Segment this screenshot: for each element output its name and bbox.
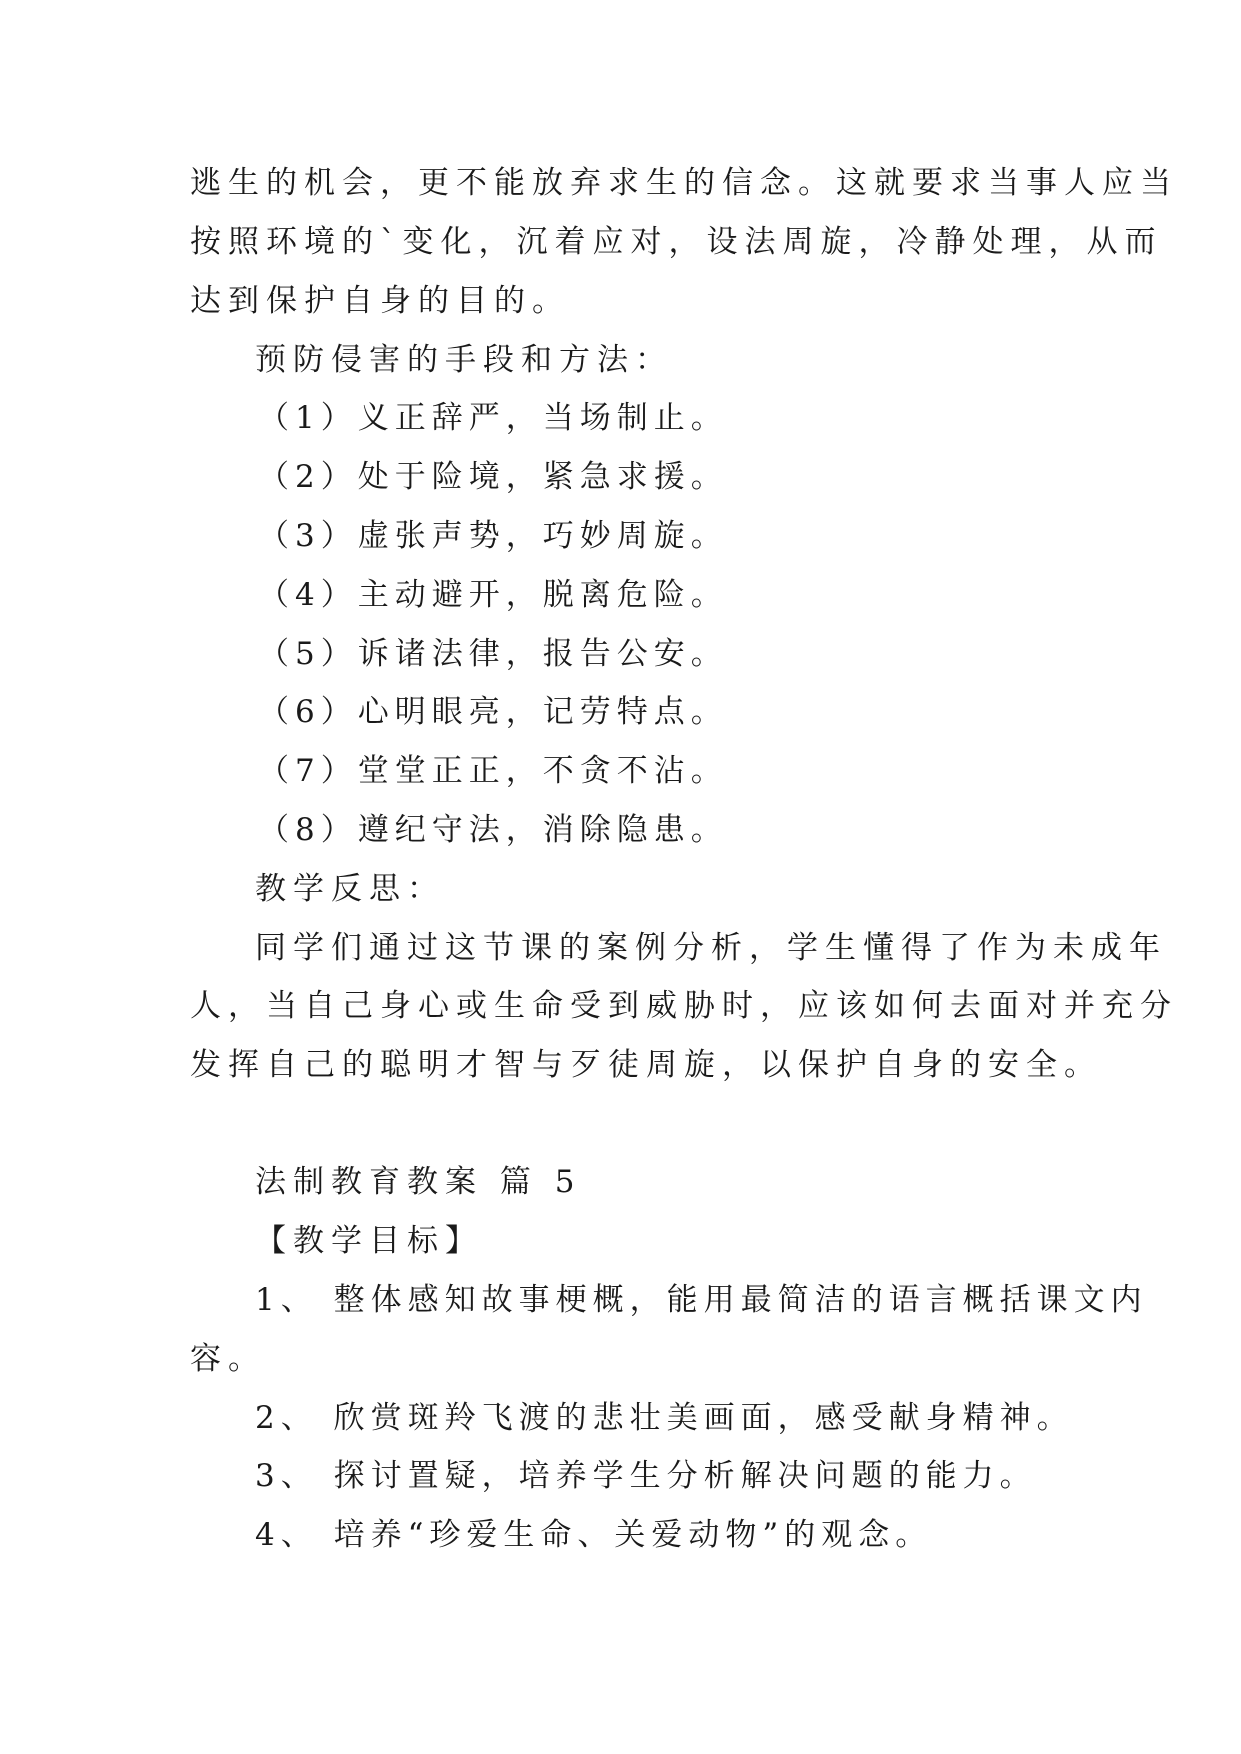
prevention-heading: 预防侵害的手段和方法：	[255, 342, 673, 378]
objective-item: 1、 整体感知故事梗概，能用最简洁的语言概括课文内	[255, 1282, 1148, 1318]
prevention-item: （5）诉诸法律，报告公安。	[258, 636, 728, 672]
reflection-heading: 教学反思：	[255, 871, 445, 907]
objective-item: 4、 培养“珍爱生命、关爱动物”的观念。	[255, 1517, 933, 1553]
objective-item: 3、 探讨置疑，培养学生分析解决问题的能力。	[255, 1458, 1037, 1494]
prevention-item: （8）遵纪守法，消除隐患。	[258, 812, 728, 848]
objective-item-continued: 容。	[190, 1341, 266, 1377]
prevention-item: （1）义正辞严，当场制止。	[258, 400, 728, 436]
reflection-line: 发挥自己的聪明才智与歹徒周旋，以保护自身的安全。	[190, 1047, 1102, 1083]
prevention-item: （4）主动避开，脱离危险。	[258, 577, 728, 613]
reflection-line: 同学们通过这节课的案例分析，学生懂得了作为未成年	[255, 930, 1167, 966]
section-title: 法制教育教案 篇 5	[255, 1164, 582, 1200]
paragraph-line: 按照环境的`变化，沉着应对，设法周旋，冷静处理，从而	[190, 224, 1163, 260]
prevention-item: （3）虚张声势，巧妙周旋。	[258, 518, 728, 554]
objectives-heading: 【教学目标】	[255, 1223, 483, 1259]
reflection-line: 人，当自己身心或生命受到威胁时，应该如何去面对并充分	[190, 988, 1178, 1024]
paragraph-line: 达到保护自身的目的。	[190, 283, 570, 319]
objective-item: 2、 欣赏斑羚飞渡的悲壮美画面，感受献身精神。	[255, 1400, 1074, 1436]
paragraph-line: 逃生的机会，更不能放弃求生的信念。这就要求当事人应当	[190, 165, 1178, 201]
prevention-item: （2）处于险境，紧急求援。	[258, 459, 728, 495]
prevention-item: （7）堂堂正正，不贪不沾。	[258, 753, 728, 789]
prevention-item: （6）心明眼亮，记劳特点。	[258, 694, 728, 730]
